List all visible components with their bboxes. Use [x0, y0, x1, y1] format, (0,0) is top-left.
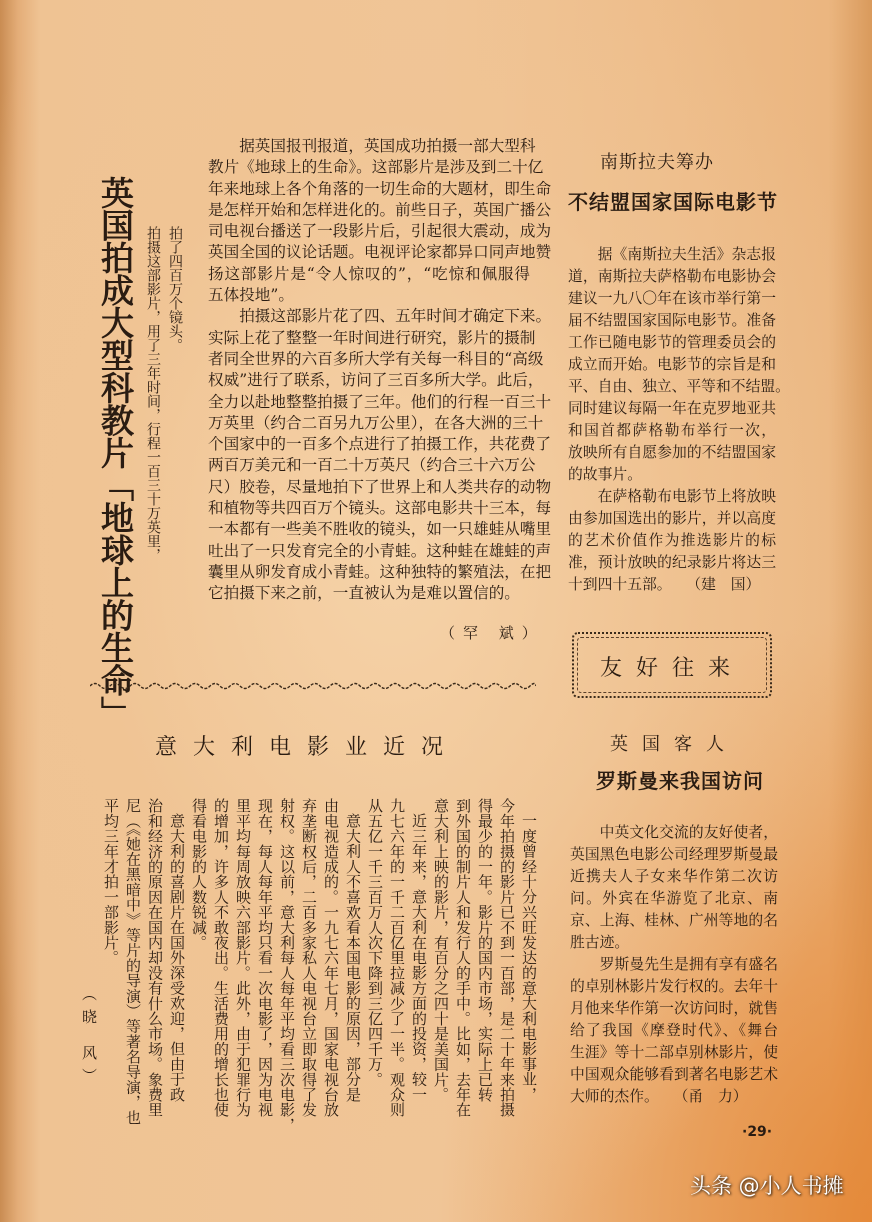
- text-line: 的艺术价值作为推选影片的标: [568, 532, 776, 549]
- text-column: 的增加，许多人不敢夜出。生活费用的增长也使: [212, 798, 230, 1118]
- text-line: 扬这部影片是“令人惊叹的”，“吃惊和佩服得: [208, 264, 530, 283]
- yu-article-kicker: 南斯拉夫筹办: [600, 152, 714, 173]
- text-line: 工作已随电影节的管理委员会的: [568, 334, 776, 351]
- subheadline-line: 拍摄这部影片，用了三年时间，行程一百三十万英里，: [145, 226, 161, 562]
- text-line: 胜古迹。: [570, 934, 630, 951]
- text-line: 中国观众能够看到著名电影艺术: [570, 1066, 778, 1083]
- it-article-body: [70, 798, 540, 1133]
- text-column: 得看电影的人数锐减。: [190, 798, 208, 950]
- text-line: 万英里（约合二百另九万公里），在各大洲的三十: [208, 413, 544, 432]
- text-line: 届不结盟国家国际电影节。准备: [568, 312, 776, 329]
- text-line: 问。外宾在华游览了北京、南: [570, 890, 778, 907]
- uk-article-subheadline: [142, 226, 186, 586]
- text-line: 据英国报刊报道，英国成功拍摄一部大型科: [239, 137, 536, 155]
- text-column: 里平均每周放映六部影片。此外，由于犯罪行为: [234, 798, 252, 1118]
- text-line: 给了我国《摩登时代》、《舞台: [570, 1022, 778, 1039]
- text-column: 一度曾经十分兴旺发达的意大利电影事业，: [520, 813, 538, 1102]
- text-line: 和植物等共四百万个镜头。这部电影共十三本，每: [208, 499, 552, 518]
- text-column: 尼（《她在黑暗中》等片的导演）等著名导演，也: [124, 798, 142, 1125]
- gb-article-kicker: 英国客人: [610, 734, 738, 755]
- uk-article-body: [208, 136, 552, 605]
- uk-article-byline: （罕 斌）: [440, 624, 545, 642]
- uk-article-headline: 英国拍成大型科教片「地球上的生命」: [96, 176, 135, 729]
- page-number: ·29·: [742, 1124, 773, 1140]
- text-line: 放映所有自愿参加的不结盟国家: [568, 444, 776, 461]
- text-column: 弃垄断权后，二百多家私人电视台立即取得了发: [300, 798, 318, 1118]
- text-line: 建议一九八〇年在该市举行第一: [568, 290, 776, 307]
- text-line: 和国首都萨格勒布举行一次，: [568, 422, 776, 439]
- text-line: 近携夫人子女来华作第二次访: [570, 868, 778, 885]
- text-line: 英国全国的议论话题。电视评论家都异口同声地赞: [208, 243, 552, 262]
- watermark: 头条 @小人书摊: [690, 1174, 844, 1198]
- text-line: 罗斯曼先生是拥有享有盛名: [599, 956, 778, 973]
- text-column: 今年拍摄的影片已不到一百部，是二十年来拍摄: [498, 798, 516, 1118]
- text-line: 拍摄这部影片花了四、五年时间才确定下来。: [239, 307, 552, 326]
- text-line: 同时建议每隔一年在克罗地亚共: [568, 400, 776, 417]
- it-article-byline: （晓 风）: [80, 985, 98, 1091]
- text-line: 道，南斯拉夫萨格勒布电影协会: [568, 268, 776, 285]
- text-column: 到外国的制片人和发行人的手中。比如，去年在: [454, 798, 472, 1118]
- text-column: 九七六年的一千二百亿里拉减少了一半。观众则: [388, 798, 406, 1118]
- section-header-box: [572, 632, 772, 698]
- text-line: 五体投地”。: [208, 286, 294, 305]
- text-line: 司电视台播送了一段影片后，引起很大震动，成为: [208, 222, 552, 241]
- it-article-headline: 意大利电影业近况: [155, 735, 460, 760]
- text-line: 两百万美元和一百二十万英尺（约合三十六万公: [208, 456, 536, 475]
- yu-article-body: [568, 244, 790, 596]
- text-column: 得最少的一年。影片的国内市场，实际上已转: [476, 798, 494, 1102]
- wavy-divider: [90, 680, 536, 692]
- text-line: 平、自由、独立、平等和不结盟。: [568, 378, 790, 395]
- text-line: 生涯》等十二部卓别林影片，使: [570, 1044, 778, 1061]
- text-line: 在萨格勒布电影节上将放映: [597, 488, 776, 505]
- text-line: 全力以赴地整整拍摄了三年。他们的行程一百三十: [208, 392, 552, 411]
- text-line: 年来地球上各个角落的一切生命的大题材，即生命: [208, 179, 552, 198]
- text-column: 意大利人不喜欢看本国电影的原因，部分是: [344, 813, 362, 1102]
- text-column: 由电视造成的。一九七六年七月，国家电视台放: [322, 798, 340, 1118]
- text-column: 意大利上映的影片，有百分之四十是美国片。: [432, 798, 450, 1102]
- gb-article-body: [570, 822, 778, 1108]
- text-line: 中英文化交流的友好使者，: [599, 824, 778, 841]
- text-column: 射权。这以前，意大利每人每年平均看三次电影，: [278, 798, 296, 1133]
- text-line: 大师的杰作。 （甬 力）: [570, 1088, 748, 1105]
- text-line: 十到四十五部。 （建 国）: [568, 576, 761, 593]
- gb-article-headline: 罗斯曼来我国访问: [596, 769, 764, 793]
- text-column: 现在，每人每年平均只看一次电影了，因为电视: [256, 798, 274, 1118]
- text-line: 它拍摄下来之前，一直被认为是难以置信的。: [208, 584, 520, 603]
- text-line: 准，预计放映的纪录影片将达三: [568, 554, 776, 571]
- text-line: 是怎样开始和怎样进化的。前些日子，英国广播公: [208, 200, 552, 219]
- text-column: 平均三年才拍一部影片。: [102, 798, 120, 966]
- text-line: 的卓别林影片发行权的。去年十: [570, 978, 778, 995]
- text-line: 成立而开始。电影节的宗旨是和: [568, 356, 776, 373]
- text-line: 月他来华作第一次访问时，就售: [570, 1000, 778, 1017]
- text-line: 尺）胶卷，尽量地拍下了世界上和人类共存的动物: [208, 477, 552, 496]
- text-line: 由参加国选出的影片，并以高度: [568, 510, 776, 527]
- text-column: 从五亿一千三百万人次下降到三亿四千万。: [366, 798, 384, 1087]
- yu-article-headline: 不结盟国家国际电影节: [568, 190, 778, 214]
- text-column: 近三年来，意大利在电影方面的投资，较一: [410, 813, 428, 1102]
- text-line: 囊里从卵发育成小青蛙。这种独特的繁殖法，在把: [208, 562, 552, 581]
- text-line: 者同全世界的六百多所大学有关每一科目的“高级: [208, 349, 544, 368]
- text-line: 教片《地球上的生命》。这部影片是涉及到二十亿: [208, 158, 544, 177]
- text-line: 据《南斯拉夫生活》杂志报: [597, 246, 776, 263]
- text-line: 一本都有一些美不胜收的镜头，如一只雄蛙从嘴里: [208, 520, 552, 539]
- text-line: 英国黑色电影公司经理罗斯曼最: [570, 846, 778, 863]
- subheadline-line: 拍了四百万个镜头。: [167, 226, 183, 352]
- text-line: 的故事片。: [568, 466, 642, 483]
- text-column: 治和经济的原因在国内却没有什么市场。象费里: [146, 798, 164, 1118]
- text-line: 京、上海、桂林、广州等地的名: [570, 912, 778, 929]
- text-column: 意大利的喜剧片在国外深受欢迎，但由于政: [168, 813, 186, 1102]
- section-header-label: 友好往来: [599, 656, 744, 681]
- text-line: 个国家中的一百多个点进行了拍摄工作，共花费了: [208, 435, 552, 454]
- text-line: 吐出了一只发育完全的小青蛙。这种蛙在雄蛙的声: [208, 541, 552, 560]
- text-line: 权威”进行了联系，访问了三百多所大学。此后，: [208, 371, 544, 390]
- text-line: 实际上花了整整一年时间进行研究，影片的摄制: [208, 328, 536, 347]
